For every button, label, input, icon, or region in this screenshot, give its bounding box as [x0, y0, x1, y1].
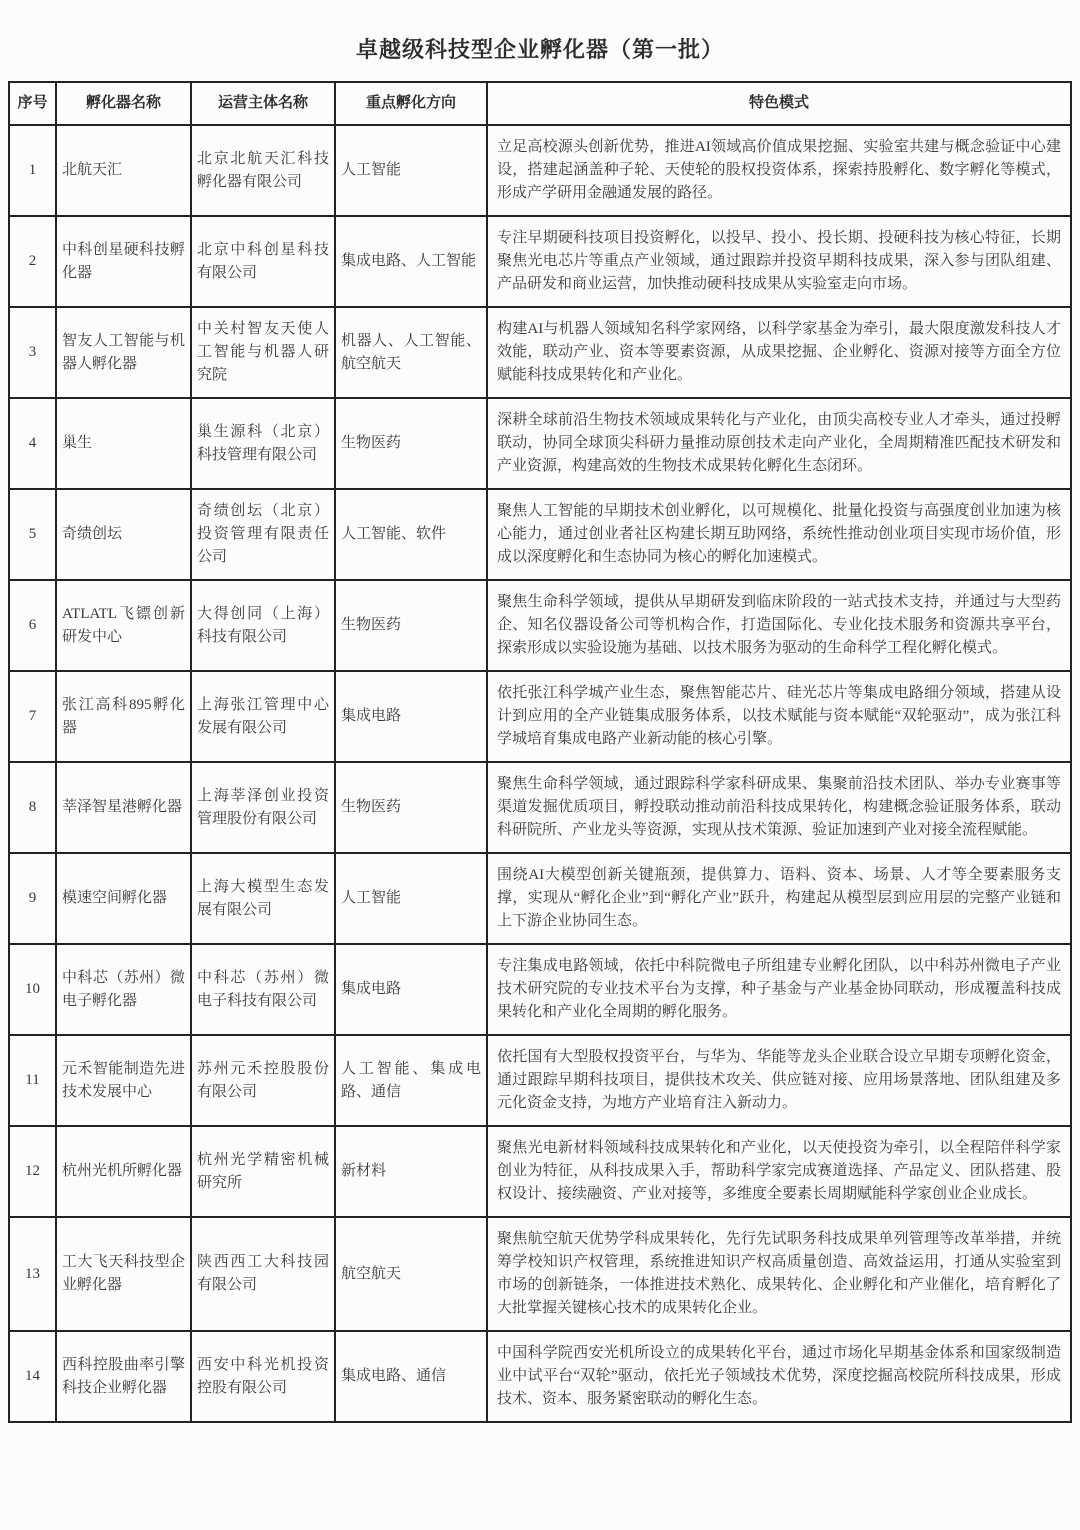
- cell-direction: 生物医药: [335, 580, 487, 671]
- cell-direction: 生物医药: [335, 398, 487, 489]
- cell-mode: 围绕AI大模型创新关键瓶颈，提供算力、语料、资本、场景、人才等全要素服务支撑，实现从“孵化企业”到“孵化产业”跃升，构建起从模型层到应用层的完整产业链和上下游企业协同生态。: [487, 853, 1071, 944]
- cell-no: 4: [9, 398, 56, 489]
- cell-no: 8: [9, 762, 56, 853]
- cell-no: 12: [9, 1126, 56, 1217]
- cell-name: 中科芯（苏州）微电子孵化器: [56, 944, 191, 1035]
- cell-no: 14: [9, 1331, 56, 1422]
- cell-no: 11: [9, 1035, 56, 1126]
- cell-name: 奇绩创坛: [56, 489, 191, 580]
- header-serial-number: 序号: [9, 82, 56, 125]
- cell-operator: 上海张江管理中心发展有限公司: [191, 671, 335, 762]
- cell-name: 莘泽智星港孵化器: [56, 762, 191, 853]
- cell-name: 智友人工智能与机器人孵化器: [56, 307, 191, 398]
- table-row: [9, 671, 1071, 762]
- cell-no: 6: [9, 580, 56, 671]
- cell-name: 北航天汇: [56, 125, 191, 216]
- table-row: [9, 1035, 1071, 1126]
- cell-direction: 航空航天: [335, 1217, 487, 1331]
- cell-direction: 生物医药: [335, 762, 487, 853]
- cell-name: 杭州光机所孵化器: [56, 1126, 191, 1217]
- incubator-table: [8, 81, 1072, 1423]
- cell-operator: 中关村智友天使人工智能与机器人研究院: [191, 307, 335, 398]
- cell-operator: 大得创同（上海）科技有限公司: [191, 580, 335, 671]
- cell-operator: 北京中科创星科技有限公司: [191, 216, 335, 307]
- table-row: [9, 762, 1071, 853]
- cell-name: 巢生: [56, 398, 191, 489]
- cell-direction: 人工智能、集成电路、通信: [335, 1035, 487, 1126]
- page-title: 卓越级科技型企业孵化器（第一批）: [355, 37, 724, 62]
- cell-direction: 机器人、人工智能、航空航天: [335, 307, 487, 398]
- table-row: [9, 944, 1071, 1035]
- cell-operator: 奇绩创坛（北京）投资管理有限责任公司: [191, 489, 335, 580]
- cell-mode: 依托张江科学城产业生态，聚焦智能芯片、硅光芯片等集成电路细分领域，搭建从设计到应用的全产业链集成服务体系，以技术赋能与资本赋能“双轮驱动”，成为张江科学城培育集成电路产业新动能的核心引擎。: [487, 671, 1071, 762]
- cell-operator: 苏州元禾控股股份有限公司: [191, 1035, 335, 1126]
- cell-direction: 集成电路、人工智能: [335, 216, 487, 307]
- header-focus-direction: 重点孵化方向: [335, 82, 487, 125]
- cell-direction: 集成电路、通信: [335, 1331, 487, 1422]
- cell-mode: 专注早期硬科技项目投资孵化，以投早、投小、投长期、投硬科技为核心特征，长期聚焦光电芯片等重点产业领域，通过跟踪并投资早期科技成果，深入参与团队组建、产品研发和商业运营，加快推动硬科技成果从实验室走向市场。: [487, 216, 1071, 307]
- cell-no: 7: [9, 671, 56, 762]
- cell-direction: 人工智能、软件: [335, 489, 487, 580]
- cell-operator: 上海莘泽创业投资管理股份有限公司: [191, 762, 335, 853]
- cell-operator: 杭州光学精密机械研究所: [191, 1126, 335, 1217]
- cell-name: 张江高科895孵化器: [56, 671, 191, 762]
- cell-direction: 人工智能: [335, 125, 487, 216]
- cell-direction: 新材料: [335, 1126, 487, 1217]
- table-body: [9, 125, 1071, 1422]
- cell-name: 工大飞天科技型企业孵化器: [56, 1217, 191, 1331]
- cell-operator: 北京北航天汇科技孵化器有限公司: [191, 125, 335, 216]
- table-row: [9, 853, 1071, 944]
- table-row: [9, 398, 1071, 489]
- cell-mode: 聚焦航空航天优势学科成果转化，先行先试职务科技成果单列管理等改革举措，并统筹学校知识产权管理，系统推进知识产权高质量创造、高效益运用，打通从实验室到市场的创新链条，一体推进技术熟化、成果转化、企业孵化和产业催化，培育孵化了大批掌握关键核心技术的成果转化企业。: [487, 1217, 1071, 1331]
- table-header-row: [9, 82, 1071, 125]
- cell-mode: 深耕全球前沿生物技术领域成果转化与产业化，由顶尖高校专业人才牵头，通过投孵联动，协同全球顶尖科研力量推动原创技术走向产业化，全周期精准匹配技术研发和产业资源，构建高效的生物技术成果转化孵化生态闭环。: [487, 398, 1071, 489]
- cell-no: 2: [9, 216, 56, 307]
- cell-operator: 上海大模型生态发展有限公司: [191, 853, 335, 944]
- cell-mode: 聚焦生命科学领域，通过跟踪科学家科研成果、集聚前沿技术团队、举办专业赛事等渠道发掘优质项目，孵投联动推动前沿科技成果转化，构建概念验证服务体系，联动科研院所、产业龙头等资源，实现从技术策源、验证加速到产业对接全流程赋能。: [487, 762, 1071, 853]
- table-row: [9, 1126, 1071, 1217]
- table-row: [9, 125, 1071, 216]
- header-featured-mode: 特色模式: [487, 82, 1071, 125]
- table-row: [9, 307, 1071, 398]
- cell-name: ATLATL飞镖创新研发中心: [56, 580, 191, 671]
- cell-direction: 集成电路: [335, 944, 487, 1035]
- cell-no: 13: [9, 1217, 56, 1331]
- header-operator-name: 运营主体名称: [191, 82, 335, 125]
- cell-no: 5: [9, 489, 56, 580]
- cell-name: 模速空间孵化器: [56, 853, 191, 944]
- table-row: [9, 489, 1071, 580]
- table-row: [9, 1331, 1071, 1422]
- cell-mode: 构建AI与机器人领域知名科学家网络，以科学家基金为牵引，最大限度激发科技人才效能，联动产业、资本等要素资源，从成果挖掘、企业孵化、资源对接等方面全方位赋能科技成果转化和产业化。: [487, 307, 1071, 398]
- cell-operator: 西安中科光机投资控股有限公司: [191, 1331, 335, 1422]
- cell-operator: 巢生源科（北京）科技管理有限公司: [191, 398, 335, 489]
- cell-mode: 聚焦光电新材料领域科技成果转化和产业化，以天使投资为牵引，以全程陪伴科学家创业为特征，从科技成果入手，帮助科学家完成赛道选择、产品定义、团队搭建、股权设计、接续融资、产业对接等，多维度全要素长周期赋能科学家创业企业成长。: [487, 1126, 1071, 1217]
- cell-operator: 陕西西工大科技园有限公司: [191, 1217, 335, 1331]
- table-row: [9, 1217, 1071, 1331]
- table-row: [9, 216, 1071, 307]
- cell-name: 元禾智能制造先进技术发展中心: [56, 1035, 191, 1126]
- header-incubator-name: 孵化器名称: [56, 82, 191, 125]
- cell-mode: 中国科学院西安光机所设立的成果转化平台，通过市场化早期基金体系和国家级制造业中试平台“双轮”驱动，依托光子领域技术优势，深度挖掘高校院所科技成果，形成技术、资本、服务紧密联动的孵化生态。: [487, 1331, 1071, 1422]
- cell-direction: 人工智能: [335, 853, 487, 944]
- cell-no: 10: [9, 944, 56, 1035]
- cell-operator: 中科芯（苏州）微电子科技有限公司: [191, 944, 335, 1035]
- cell-direction: 集成电路: [335, 671, 487, 762]
- cell-no: 1: [9, 125, 56, 216]
- cell-no: 3: [9, 307, 56, 398]
- cell-no: 9: [9, 853, 56, 944]
- cell-mode: 立足高校源头创新优势，推进AI领域高价值成果挖掘、实验室共建与概念验证中心建设，搭建起涵盖种子轮、天使轮的股权投资体系，探索持股孵化、数字孵化等模式，形成产学研用金融通发展的路径。: [487, 125, 1071, 216]
- cell-name: 西科控股曲率引擎科技企业孵化器: [56, 1331, 191, 1422]
- cell-mode: 聚焦生命科学领域，提供从早期研发到临床阶段的一站式技术支持，并通过与大型药企、知名仪器设备公司等机构合作，打造国际化、专业化技术服务和资源共享平台，探索形成以实验设施为基础、以技术服务为驱动的生命科学工程化孵化模式。: [487, 580, 1071, 671]
- table-row: [9, 580, 1071, 671]
- cell-mode: 聚焦人工智能的早期技术创业孵化，以可规模化、批量化投资与高强度创业加速为核心能力，通过创业者社区构建长期互助网络，系统性推动创业项目实现市场价值，形成以深度孵化和生态协同为核心的孵化加速模式。: [487, 489, 1071, 580]
- cell-mode: 专注集成电路领域，依托中科院微电子所组建专业孵化团队，以中科苏州微电子产业技术研究院的专业技术平台为支撑，种子基金与产业基金协同联动，形成覆盖科技成果转化和产业化全周期的孵化服务。: [487, 944, 1071, 1035]
- cell-name: 中科创星硬科技孵化器: [56, 216, 191, 307]
- cell-mode: 依托国有大型股权投资平台，与华为、华能等龙头企业联合设立早期专项孵化资金，通过跟踪早期科技项目，提供技术攻关、供应链对接、应用场景落地、团队组建及多元化资金支持，为地方产业培育注入新动力。: [487, 1035, 1071, 1126]
